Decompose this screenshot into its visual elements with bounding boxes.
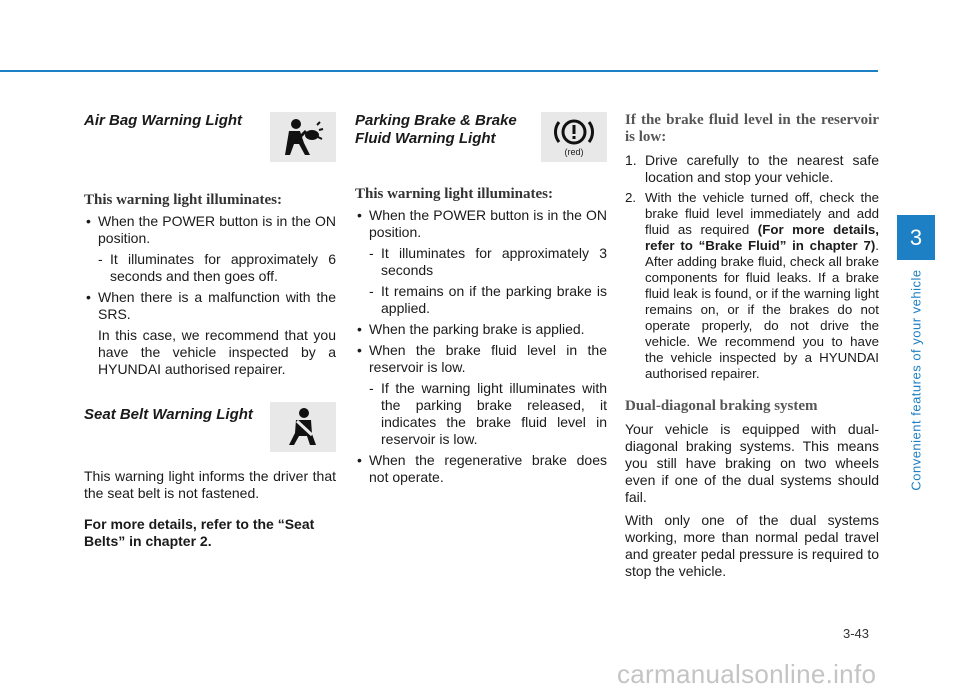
column-1: [84, 110, 336, 550]
watermark: carmanualsonline.info: [617, 659, 877, 689]
airbag-warning-icon: [270, 112, 336, 162]
brake-subheading: This warning light illuminates:: [355, 186, 553, 202]
column-2: [355, 110, 607, 486]
column-3: [625, 110, 879, 580]
fluid-low-heading: If the brake fluid level in the reservoir is low:: [625, 112, 879, 145]
page-number: 3-43: [843, 626, 870, 641]
seatbelt-text: This warning light informs the driver that the seat belt is not fastened.: [84, 468, 336, 501]
seatbelt-section-header: [84, 404, 336, 454]
brake-bullet-3-dash: - If the warning light illuminates with the parking brake released, it indicates the brake fluid level in reservoir is low.: [369, 380, 607, 447]
airbag-subheading: This warning light illuminates:: [84, 192, 282, 208]
airbag-heading: Air Bag Warning Light: [84, 112, 243, 129]
fluid-step-1: 1. Drive carefully to the nearest safe location and stop your vehicle.: [625, 152, 879, 185]
dual-heading: Dual-diagonal braking system: [625, 398, 818, 414]
brake-bullet-1-dash-1: - It illuminates for approximately 3 seconds: [369, 245, 607, 278]
seatbelt-heading: Seat Belt Warning Light: [84, 406, 253, 423]
top-rule: [0, 70, 878, 72]
brake-icon-caption: (red): [564, 147, 584, 157]
dual-paragraph-1: Your vehicle is equipped with dual-diagonal braking systems. This means you still have braking on two wheels even if one of the dual systems should fail.: [625, 421, 879, 505]
dual-paragraph-2: With only one of the dual systems working, more than normal pedal travel and greater pedal pressure is required to stop the vehicle.: [625, 512, 879, 579]
airbag-note: In this case, we recommend that you have the vehicle inspected by a HYUNDAI authorised repairer.: [98, 327, 336, 377]
seatbelt-warning-icon: [270, 402, 336, 452]
brake-bullet-1: • When the POWER button is in the ON position.: [355, 207, 607, 241]
fluid-step-2: 2. With the vehicle turned off, check the brake fluid level immediately and add fluid as required (For more details, refer to “Brake Fluid” in chapter 7). After adding brake fluid, check all brake components for fluid leaks. If a brake fluid leak is found, or if the warning light remains on, or if the brakes do not operate properly, do not drive the vehicle. We recommend you to have the vehicle inspected by a HYUNDAI authorised repairer.: [625, 190, 879, 381]
brake-bullet-2: • When the parking brake is applied.: [355, 321, 607, 338]
chapter-tab: 3: [897, 215, 935, 260]
airbag-section-header: [84, 110, 336, 162]
brake-bullet-4: • When the regenerative brake does not operate.: [355, 452, 607, 486]
airbag-bullet-1-dash: - It illuminates for approximately 6 seconds and then goes off.: [98, 251, 336, 284]
airbag-bullet-2: • When there is a malfunction with the SRS.: [84, 289, 336, 323]
brake-warning-icon: [541, 112, 607, 162]
chapter-title: Convenient features of your vehicle: [908, 269, 924, 491]
brake-section-header: [355, 110, 607, 162]
airbag-bullet-1: • When the POWER button is in the ON position.: [84, 213, 336, 247]
brake-bullet-3: • When the brake fluid level in the reservoir is low.: [355, 342, 607, 376]
brake-heading: Parking Brake & Brake Fluid Warning Light: [355, 112, 517, 147]
seatbelt-ref: For more details, refer to the “Seat Belts” in chapter 2.: [84, 516, 315, 549]
brake-bullet-1-dash-2: - It remains on if the parking brake is applied.: [369, 283, 607, 316]
